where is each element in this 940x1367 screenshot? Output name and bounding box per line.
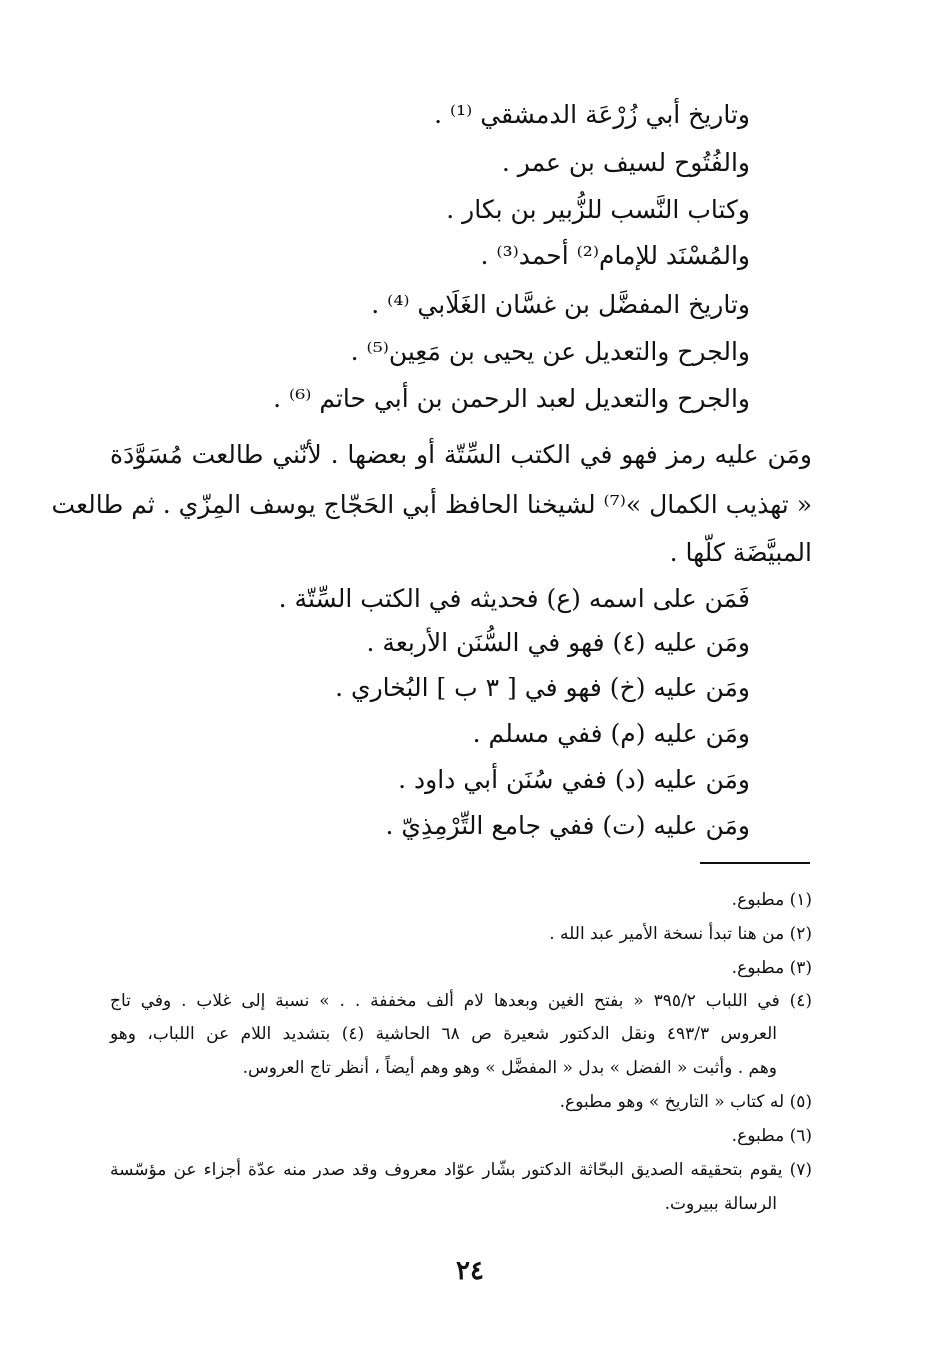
footnote-4-line: العروس ٤٩٣/٣ ونقل الدكتور شعيرة ص ٦٨ الحاشية (٤) بتشديد اللام عن اللباب، وهو	[110, 1024, 778, 1044]
footnote-4-line: (٤) في اللباب ٣٩٥/٢ « بفتح الغين وبعدها لام ألف مخففة . . » نسبة إلى غلاب . وفي تاج	[110, 991, 812, 1011]
footnote-1: (١) مطبوع.	[731, 890, 812, 910]
paragraph-line: ومَن عليه رمز فهو في الكتب السِّتّة أو بعضها . لأنّني طالعت مُسَوَّدَة	[110, 440, 812, 469]
symbol-line: ومَن عليه (٤) فهو في السُّنَن الأربعة .	[366, 628, 750, 657]
source-line: والفُتُوح لسيف بن عمر .	[501, 148, 750, 177]
footnote-5: (٥) له كتاب « التاريخ » وهو مطبوع.	[559, 1092, 812, 1112]
paragraph-line: « تهذيب الكمال »⁽⁷⁾ لشيخنا الحافظ أبي الحَجّاج يوسف المِزّي . ثم طالعت	[51, 490, 812, 519]
symbol-line: ومَن عليه (ت) ففي جامع التِّرْمِذِيّ .	[385, 811, 750, 840]
symbol-line: ومَن عليه (م) ففي مسلم .	[472, 719, 750, 748]
paragraph-line: المبيَّضَة كلّها .	[669, 538, 812, 567]
footnote-6: (٦) مطبوع.	[731, 1126, 812, 1146]
footnote-7-line: الرسالة ببيروت.	[664, 1194, 777, 1214]
source-line: والجرح والتعديل لعبد الرحمن بن أبي حاتم ⁽⁶⁾ .	[273, 384, 750, 413]
footnote-2: (٢) من هنا تبدأ نسخة الأمير عبد الله .	[549, 924, 812, 944]
source-line: والجرح والتعديل عن يحيى بن مَعِين⁽⁵⁾ .	[350, 337, 750, 366]
footnote-7-line: (٧) يقوم بتحقيقه الصديق البحّاثة الدكتور بشّار عوّاد معروف وقد صدر منه عدّة أجزاء عن مؤسّسة	[110, 1160, 812, 1180]
footnote-separator	[700, 862, 810, 864]
symbol-line: ومَن عليه (خ) فهو في [ ٣ ب ] البُخاري .	[335, 673, 750, 702]
source-line: وتاريخ أبي زُرْعَة الدمشقي ⁽¹⁾ .	[434, 100, 750, 129]
page-number: ٢٤	[456, 1256, 484, 1286]
footnote-3: (٣) مطبوع.	[731, 958, 812, 978]
symbol-line: ومَن عليه (د) ففي سُنَن أبي داود .	[398, 765, 750, 794]
source-line: والمُسْنَد للإمام⁽²⁾ أحمد⁽³⁾ .	[480, 241, 750, 270]
footnote-4-line: وهم . وأثبت « الفضل » بدل « المفضَّل » وهو وهم أيضاً ، أنظر تاج العروس.	[242, 1058, 777, 1078]
source-line: وتاريخ المفضَّل بن غسَّان الغَلَابي ⁽⁴⁾ .	[371, 290, 750, 319]
symbol-line: فَمَن على اسمه (ع) فحديثه في الكتب السِّتّة .	[278, 584, 750, 613]
source-line: وكتاب النَّسب للزُّبير بن بكار .	[446, 195, 750, 224]
